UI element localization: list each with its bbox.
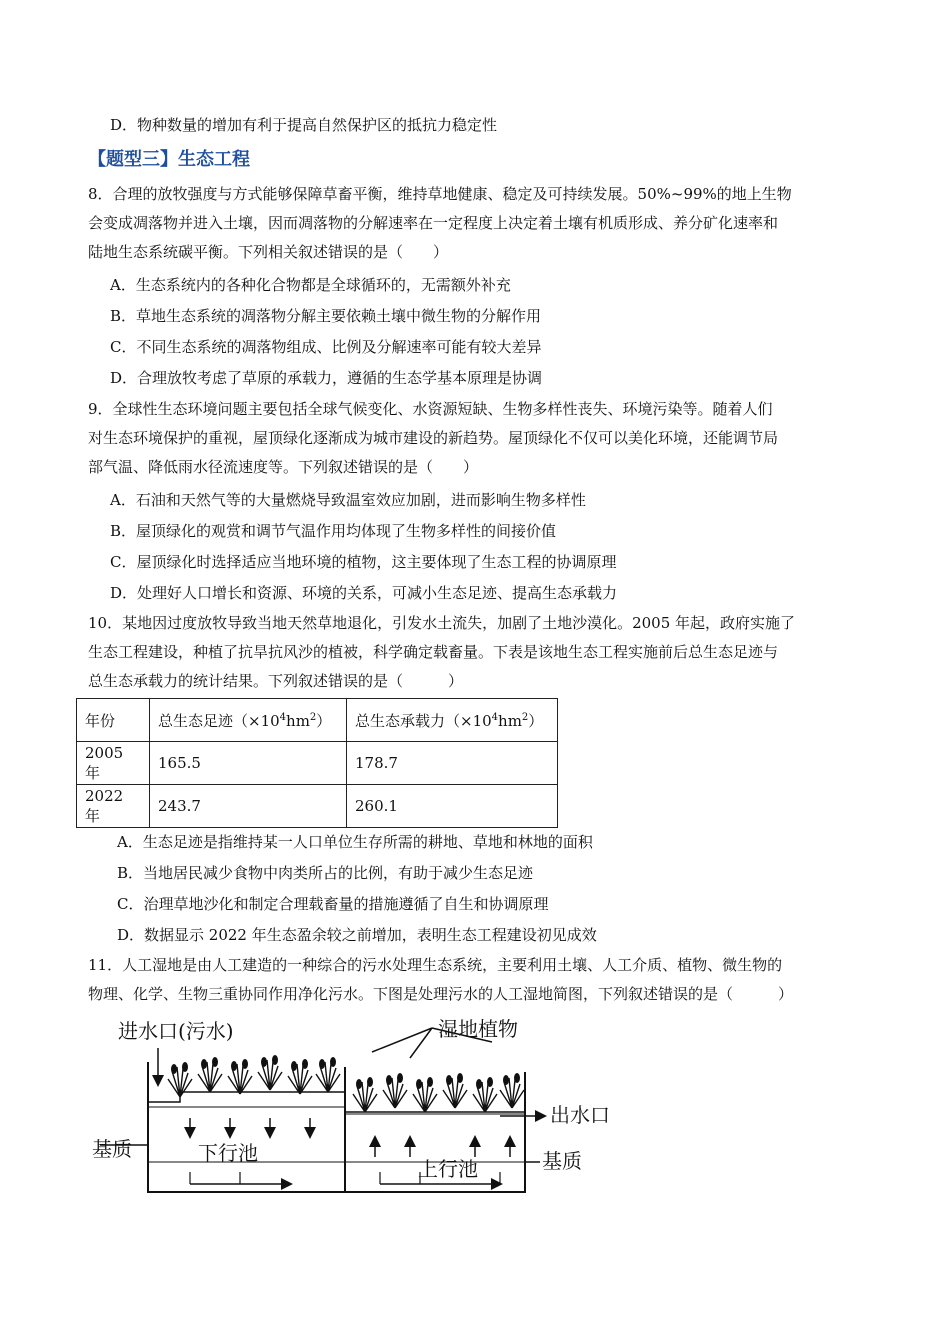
q8-stem-line-1: 8．合理的放牧强度与方式能够保障草畜平衡，维持草地健康、稳定及可持续发展。50%~99%的地上生物 bbox=[88, 185, 792, 203]
q9-stem-line-1: 9．全球性生态环境问题主要包括全球气候变化、水资源短缺、生物多样性丧失、环境污染等。随着人们 bbox=[88, 400, 773, 418]
q11-stem-line-1: 11．人工湿地是由人工建造的一种综合的污水处理生态系统，主要利用土壤、人工介质、植物、微生物的 bbox=[88, 956, 783, 974]
q9-stem-line-2: 对生态环境保护的重视，屋顶绿化逐渐成为城市建设的新趋势。屋顶绿化不仅可以美化环境，还能调节局 bbox=[88, 429, 779, 447]
footprint-table bbox=[76, 698, 558, 828]
substrate-right-label: 基质 bbox=[542, 1149, 582, 1173]
section-heading: 【题型三】生态工程 bbox=[88, 149, 250, 170]
q10-stem-line-2: 生态工程建设，种植了抗旱抗风沙的植被，科学确定载畜量。下表是该地生态工程实施前后总生态足迹与 bbox=[88, 643, 779, 661]
q9-option-a[interactable]: A．石油和天然气等的大量燃烧导致温室效应加剧，进而影响生物多样性 bbox=[110, 491, 586, 509]
table-cell: 2005 年 bbox=[77, 742, 150, 785]
table-header-capacity: 总生态承载力$(\times 10^4hm^2)$ bbox=[347, 699, 558, 742]
table-cell: 243.7 bbox=[150, 785, 347, 828]
table-cell: 178.7 bbox=[347, 742, 558, 785]
q10-stem-line-1: 10．某地因过度放牧导致当地天然草地退化，引发水土流失，加剧了土地沙漠化。2005 年起，政府实施了 bbox=[88, 614, 796, 632]
table-row bbox=[77, 742, 558, 785]
q9-stem-line-3: 部气温、降低雨水径流速度等。下列叙述错误的是（ ） bbox=[88, 458, 479, 476]
substrate-left-label: 基质 bbox=[92, 1137, 132, 1161]
plants-label: 湿地植物 bbox=[438, 1017, 518, 1041]
outlet-label: 出水口 bbox=[550, 1103, 610, 1127]
q9-option-c[interactable]: C．屋顶绿化时选择适应当地环境的植物，这主要体现了生态工程的协调原理 bbox=[110, 553, 617, 571]
q10-stem-line-3: 总生态承载力的统计结果。下列叙述错误的是（ ） bbox=[88, 672, 464, 690]
q8-stem-line-2: 会变成凋落物并进入土壤，因而凋落物的分解速率在一定程度上决定着土壤有机质形成、养分矿化速率和 bbox=[88, 214, 779, 232]
q8-stem-line-3: 陆地生态系统碳平衡。下列相关叙述错误的是（ ） bbox=[88, 243, 449, 261]
table-cell: 165.5 bbox=[150, 742, 347, 785]
q9-option-b[interactable]: B．屋顶绿化的观赏和调节气温作用均体现了生物多样性的间接价值 bbox=[110, 522, 557, 540]
q11-stem-line-2: 物理、化学、生物三重协同作用净化污水。下图是处理污水的人工湿地简图，下列叙述错误的是（ ） bbox=[88, 985, 794, 1003]
down-pool-label: 下行池 bbox=[198, 1141, 258, 1165]
table-cell: 260.1 bbox=[347, 785, 558, 828]
table-header-year: 年份 bbox=[77, 699, 150, 742]
table-header-footprint: 总生态足迹$(\times 10^4hm^2)$ bbox=[150, 699, 347, 742]
q8-option-c[interactable]: C．不同生态系统的凋落物组成、比例及分解速率可能有较大差异 bbox=[110, 338, 542, 356]
table-row bbox=[77, 785, 558, 828]
q8-option-a[interactable]: A．生态系统内的各种化合物都是全球循环的，无需额外补充 bbox=[110, 276, 511, 294]
q8-option-d[interactable]: D．合理放牧考虑了草原的承载力，遵循的生态学基本原理是协调 bbox=[110, 369, 543, 387]
table-header-row bbox=[77, 699, 558, 742]
q10-option-d[interactable]: D．数据显示 2022 年生态盈余较之前增加，表明生态工程建设初见成效 bbox=[117, 926, 597, 944]
q10-option-a[interactable]: A．生态足迹是指维持某一人口单位生存所需的耕地、草地和林地的面积 bbox=[117, 833, 593, 851]
q10-option-c[interactable]: C．治理草地沙化和制定合理载畜量的措施遵循了自生和协调原理 bbox=[117, 895, 549, 913]
inlet-label: 进水口(污水) bbox=[118, 1019, 234, 1043]
up-pool-label: 上行池 bbox=[418, 1157, 478, 1181]
q8-option-b[interactable]: B．草地生态系统的凋落物分解主要依赖土壤中微生物的分解作用 bbox=[110, 307, 542, 325]
table-cell: 2022 年 bbox=[77, 785, 150, 828]
prev-option-d: D．物种数量的增加有利于提高自然保护区的抵抗力稳定性 bbox=[110, 116, 498, 134]
q10-option-b[interactable]: B．当地居民减少食物中肉类所占的比例，有助于减少生态足迹 bbox=[117, 864, 534, 882]
q9-option-d[interactable]: D．处理好人口增长和资源、环境的关系，可减小生态足迹、提高生态承载力 bbox=[110, 584, 618, 602]
wetland-diagram bbox=[80, 1012, 640, 1212]
